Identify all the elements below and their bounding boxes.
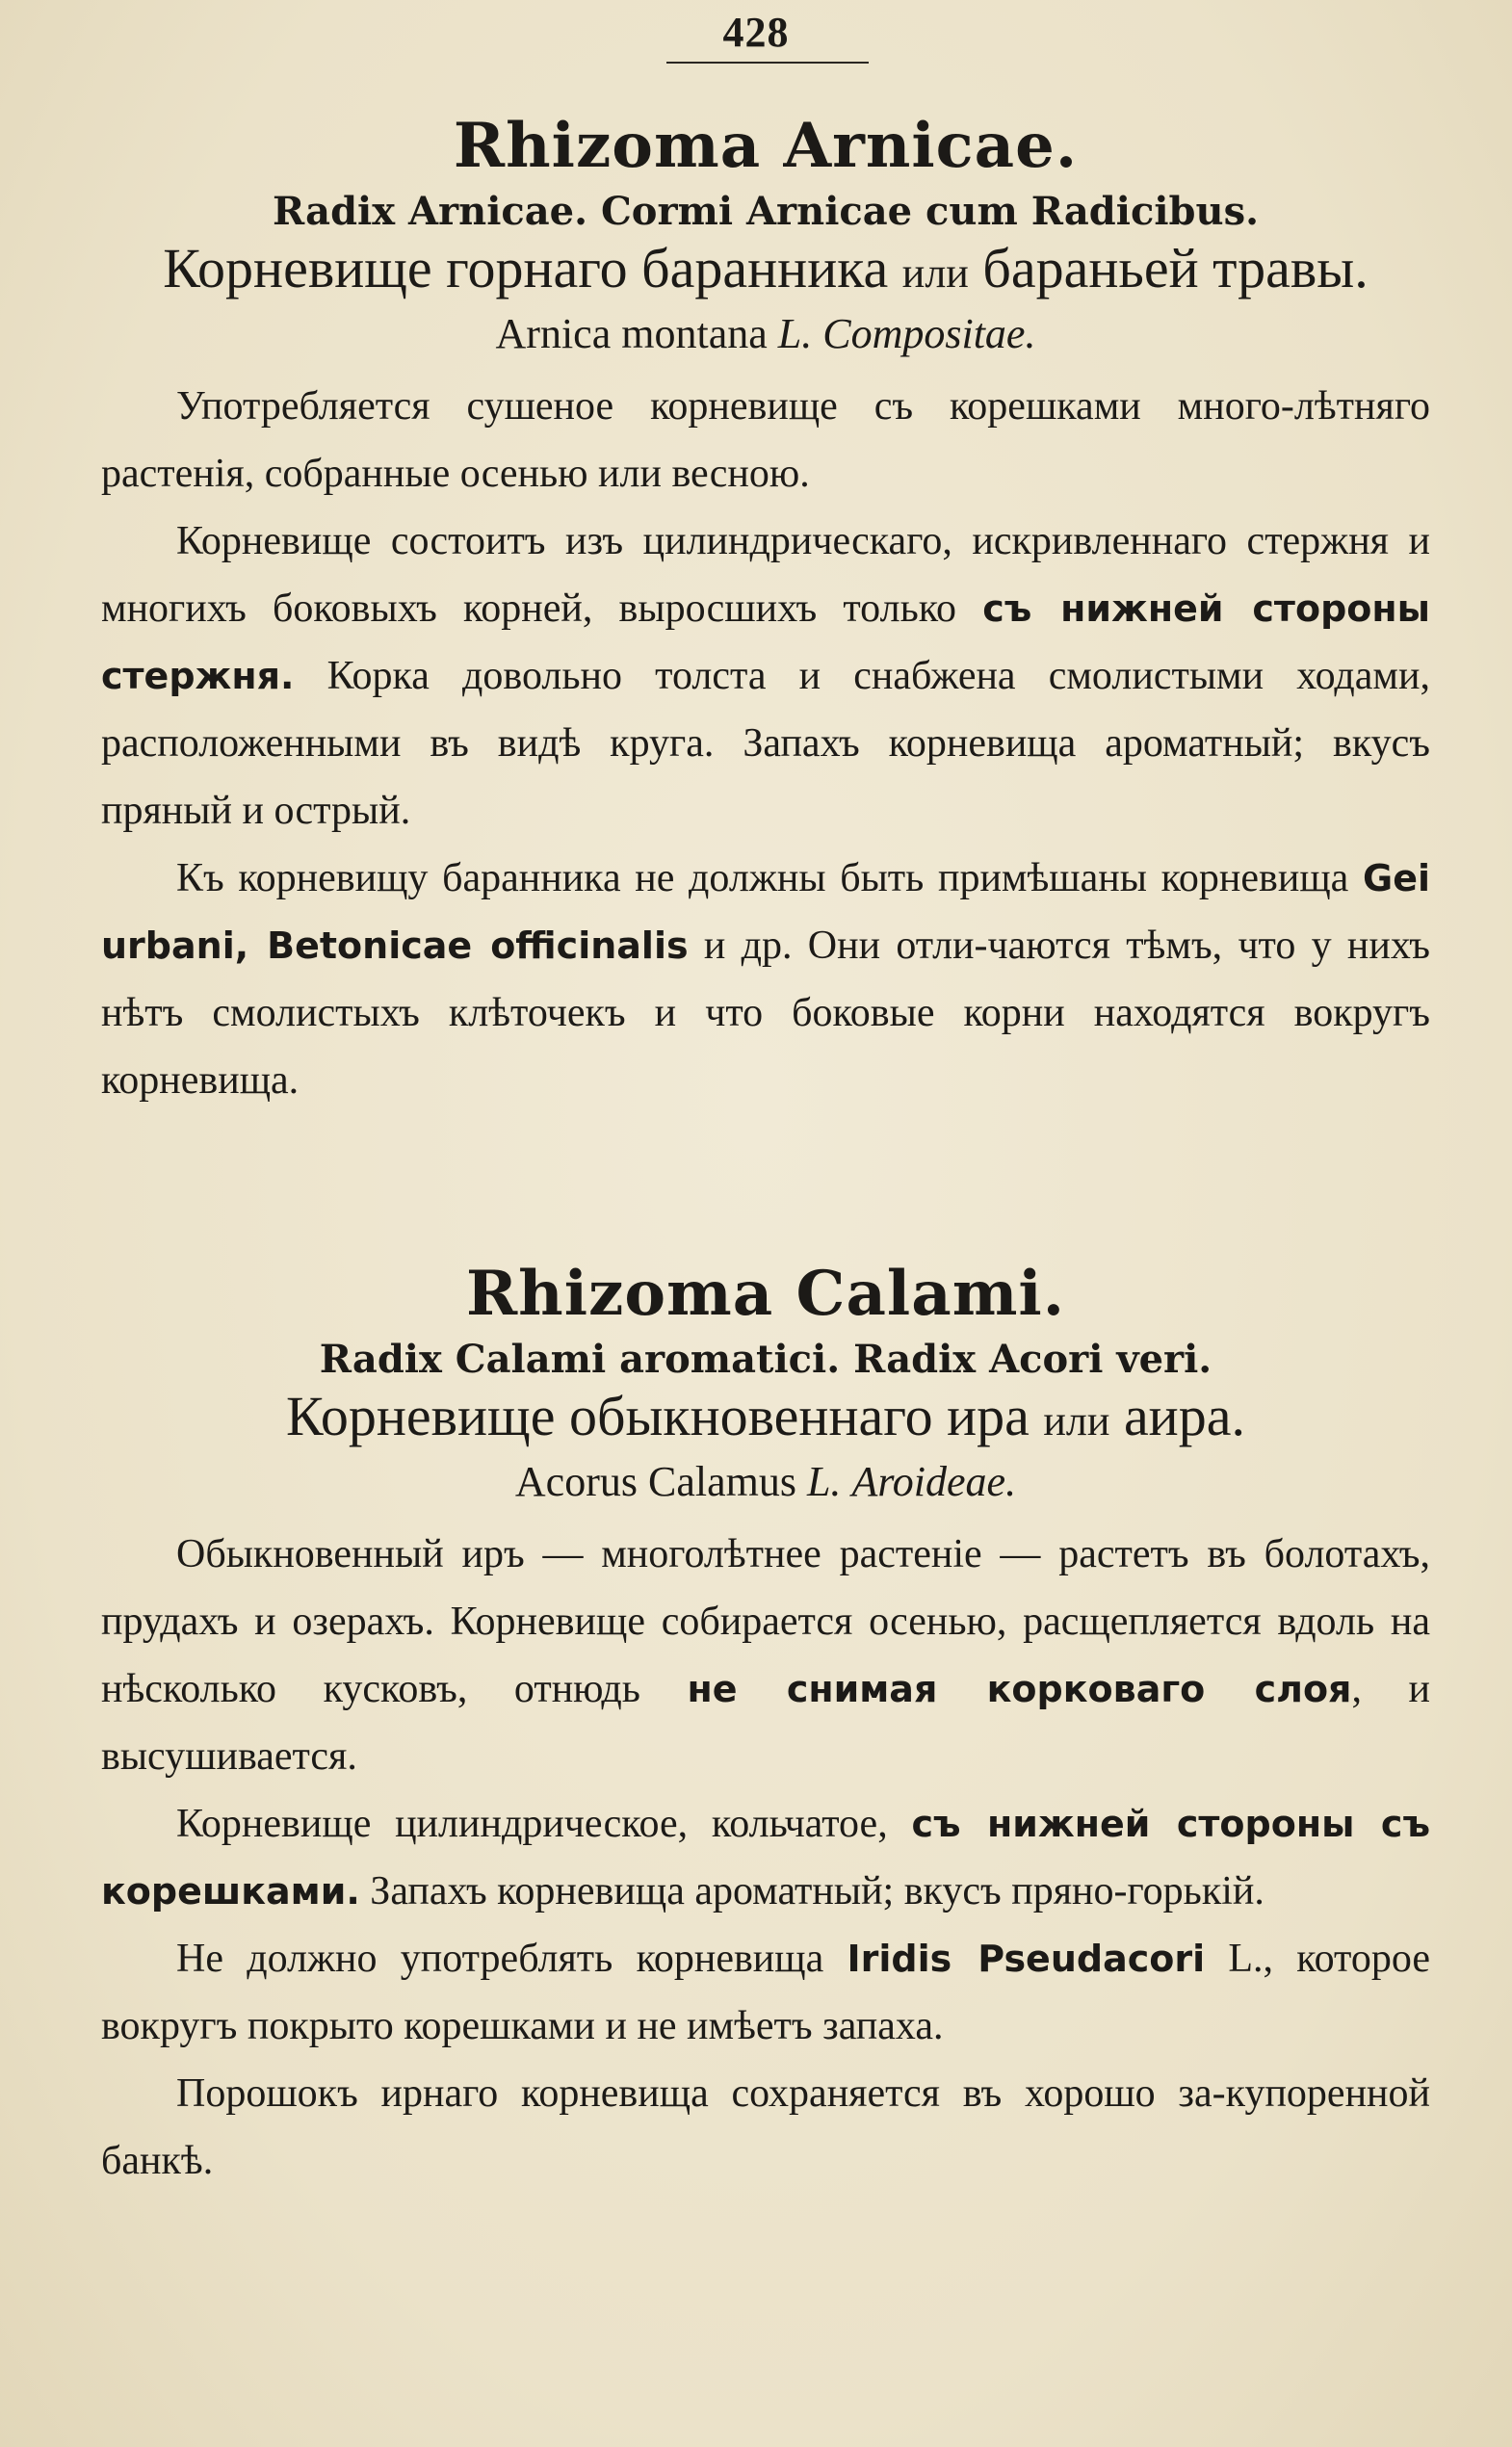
paragraph-text: Употребляется сушеное корневище съ корешками много-лѣтняго растенія, собранные осенью или весною. [101, 384, 1430, 496]
body-paragraph [101, 2060, 1430, 2195]
plant-latin-name: Acorus Calamus [514, 1458, 796, 1505]
plant-family: Compositae. [822, 310, 1036, 357]
bold-term: не снимая корковаго слоя [687, 1668, 1352, 1710]
page-number-rule [666, 62, 869, 64]
paragraph-text: Корневище состоитъ изъ цилиндрическаго, искривленнаго стержня и многихъ боковыхъ корней, выросшихъ только [101, 519, 1430, 631]
paragraph-text: и др. Они отли-чаются тѣмъ, что у нихъ нѣтъ смолистыхъ клѣточекъ и что боковые корни находятся вокругъ корневища. [101, 924, 1430, 1103]
section-plant-source [101, 303, 1430, 365]
section-title: Rhizoma Arnicae. [453, 110, 1079, 182]
bold-term: съ нижней стороны стержня. [101, 587, 1430, 697]
section-rhizoma-calami [101, 1256, 1430, 2195]
plant-author: L. [806, 1458, 842, 1505]
russian-name-part-b: бараньей травы. [982, 237, 1369, 299]
paragraph-text: Корневище цилиндрическое, кольчатое, [176, 1802, 912, 1846]
bold-term: Iridis Pseudacori [847, 1938, 1206, 1980]
paragraph-text: Корка довольно толста и снабжена смолистыми ходами, расположенными въ видѣ круга. Запахъ корневища ароматный; вкусъ пряный и острый. [101, 654, 1430, 833]
section-russian-name [101, 239, 1430, 303]
paragraph-text: Запахъ корневища ароматный; вкусъ пряно-горькій. [359, 1869, 1264, 1913]
body-paragraph [101, 1521, 1430, 1790]
section-rhizoma-arnicae [101, 108, 1430, 1114]
russian-name-part-a: Корневище обыкновеннаго ира [286, 1385, 1030, 1447]
plant-author: L. [777, 310, 813, 357]
bold-term: Gei urbani, Betonicae officinalis [101, 857, 1430, 967]
body-paragraph [101, 845, 1430, 1114]
section-body [101, 373, 1430, 1114]
paragraph-text: Не должно употреблять корневища [176, 1937, 847, 1981]
russian-name-or: или [901, 249, 969, 297]
body-paragraph [101, 373, 1430, 508]
body-paragraph [101, 508, 1430, 845]
page-number: 428 [722, 9, 790, 56]
paragraph-text: Порошокъ ирнаго корневища сохраняется въ хорошо за-купоренной банкѣ. [101, 2071, 1430, 2183]
paragraph-text: L., которое вокругъ покрыто корешками и не имѣетъ запаха. [101, 1937, 1430, 2048]
paragraph-text: , и высушивается. [101, 1667, 1430, 1779]
body-paragraph [101, 1790, 1430, 1925]
section-body [101, 1521, 1430, 2195]
section-plant-source [101, 1451, 1430, 1513]
russian-name-part-b: аира. [1123, 1385, 1245, 1447]
plant-family: Aroideae. [851, 1458, 1017, 1505]
section-synonyms: Radix Calami aromatici. Radix Acori veri. [319, 1337, 1212, 1382]
plant-latin-name: Arnica montana [495, 310, 768, 357]
body-paragraph [101, 1925, 1430, 2060]
russian-name-or: или [1043, 1397, 1110, 1445]
section-synonyms: Radix Arnicae. Cormi Arnicae cum Radicibus. [272, 189, 1260, 234]
russian-name-part-a: Корневище горнаго баранника [163, 237, 889, 299]
section-title: Rhizoma Calami. [465, 1258, 1066, 1330]
paragraph-text: Обыкновенный иръ — многолѣтнее растеніе — растетъ въ болотахъ, прудахъ и озерахъ. Корневище собирается осенью, расщепляется вдоль на нѣсколько кусковъ, отнюдь [101, 1532, 1430, 1711]
paragraph-text: Къ корневищу баранника не должны быть примѣшаны корневища [176, 856, 1363, 900]
bold-term: съ нижней стороны съ корешками. [101, 1803, 1430, 1913]
section-russian-name [101, 1387, 1430, 1451]
